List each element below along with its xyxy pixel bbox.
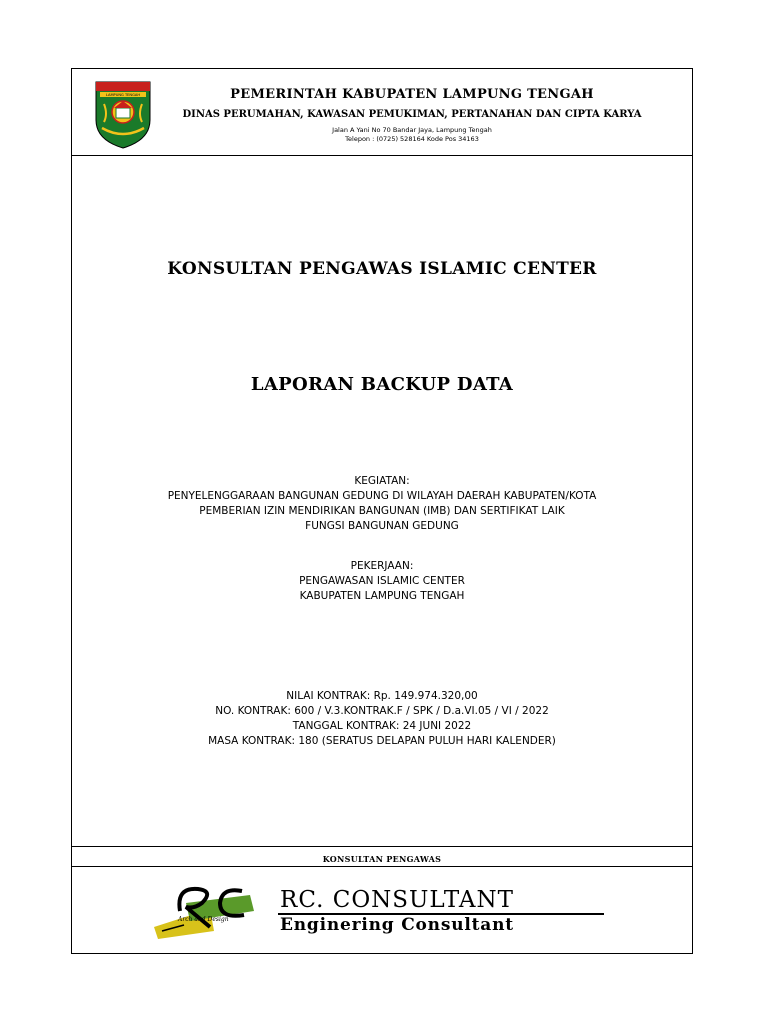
kegiatan-label: KEGIATAN:: [354, 475, 410, 487]
report-title: LAPORAN BACKUP DATA: [250, 374, 514, 395]
office-phone: Telepon : (0725) 528164 Kode Pos 34163: [345, 135, 479, 143]
rc-logo-text: Arch and Design: [178, 916, 229, 923]
kegiatan-section: [72, 474, 692, 534]
document-title: KONSULTAN PENGAWAS ISLAMIC CENTER: [167, 259, 597, 279]
kontrak-section: [72, 689, 692, 749]
kontrak-date: TANGGAL KONTRAK: 24 JUNI 2022: [292, 720, 472, 732]
pekerjaan-section: [72, 559, 692, 604]
rc-consultant-logo-icon: [150, 881, 270, 941]
government-name: PEMERINTAH KABUPATEN LAMPUNG TENGAH: [230, 87, 594, 102]
regency-emblem-icon: [92, 78, 154, 150]
consultant-brand: [150, 879, 610, 945]
kegiatan-line: PEMBERIAN IZIN MENDIRIKAN BANGUNAN (IMB) DAN SERTIFIKAT LAIK: [199, 505, 565, 517]
pekerjaan-line: KABUPATEN LAMPUNG TENGAH: [299, 590, 465, 602]
pekerjaan-label: PEKERJAAN:: [350, 560, 414, 572]
kontrak-value: NILAI KONTRAK: Rp. 149.974.320,00: [286, 690, 478, 702]
logo-text: LAMPUNG TENGAH: [105, 93, 141, 97]
department-name: DINAS PERUMAHAN, KAWASAN PEMUKIMAN, PERTANAHAN DAN CIPTA KARYA: [182, 109, 642, 120]
footer-divider-bottom: [72, 866, 692, 867]
kontrak-number: NO. KONTRAK: 600 / V.3.KONTRAK.F / SPK / D.a.VI.05 / VI / 2022: [215, 705, 549, 717]
header-divider: [72, 155, 692, 156]
footer-divider-top: [72, 846, 692, 847]
office-address: Jalan A Yani No 70 Bandar Jaya, Lampung Tengah: [332, 126, 492, 134]
kegiatan-line: PENYELENGGARAAN BANGUNAN GEDUNG DI WILAYAH DAERAH KABUPATEN/KOTA: [167, 490, 597, 502]
document-frame: [71, 68, 693, 954]
consultant-name: RC. CONSULTANT: [280, 887, 514, 913]
kontrak-duration: MASA KONTRAK: 180 (SERATUS DELAPAN PULUH HARI KALENDER): [208, 735, 556, 747]
consultant-tagline: Enginering Consultant: [280, 915, 514, 935]
kegiatan-line: FUNGSI BANGUNAN GEDUNG: [305, 520, 459, 532]
footer-label: KONSULTAN PENGAWAS: [322, 854, 442, 864]
pekerjaan-line: PENGAWASAN ISLAMIC CENTER: [299, 575, 465, 587]
